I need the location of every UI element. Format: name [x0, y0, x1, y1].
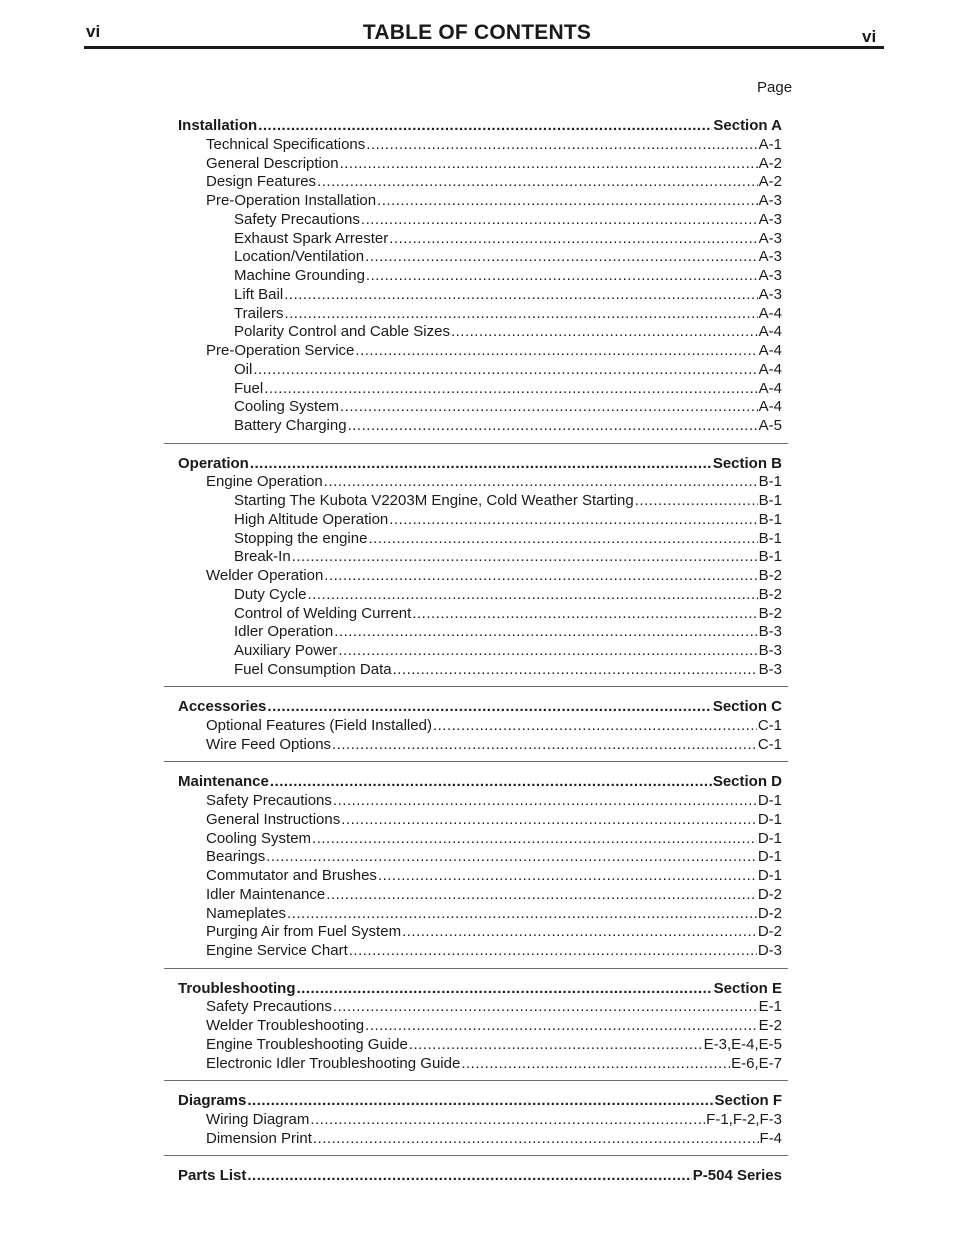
toc-title: Starting The Kubota V2203M Engine, Cold Weather Starting — [234, 492, 634, 509]
dot-leader — [402, 923, 757, 941]
toc-entry[interactable] — [234, 398, 782, 416]
dot-leader — [378, 867, 757, 885]
dot-leader — [333, 998, 758, 1016]
toc-entry[interactable] — [234, 361, 782, 379]
toc-page-ref: Section D — [712, 773, 782, 790]
toc-page-ref: A-2 — [758, 173, 782, 190]
toc-entry[interactable] — [206, 830, 782, 848]
toc-title: Oil — [234, 361, 253, 378]
section-separator — [164, 761, 788, 762]
toc-entry[interactable] — [206, 173, 782, 191]
toc-page-ref: D-1 — [757, 830, 782, 847]
toc-entry[interactable] — [206, 867, 782, 885]
toc-page-ref: C-1 — [757, 717, 782, 734]
toc-title: Break-In — [234, 548, 291, 565]
toc-title: Operation — [178, 455, 249, 472]
page-number-left: vi — [86, 22, 101, 41]
toc-entry[interactable] — [206, 923, 782, 941]
toc-entry[interactable] — [206, 155, 782, 173]
dot-leader — [366, 136, 757, 154]
toc-page-ref: Section A — [713, 117, 782, 134]
toc-title: Engine Operation — [206, 473, 323, 490]
toc-page-ref: D-1 — [757, 867, 782, 884]
toc-page-ref: A-4 — [758, 305, 782, 322]
toc-entry[interactable] — [206, 736, 782, 754]
toc-title: Lift Bail — [234, 286, 284, 303]
dot-leader — [389, 230, 757, 248]
toc-page-ref: E-2 — [758, 1017, 782, 1034]
dot-leader — [341, 811, 757, 829]
toc-section-accessories[interactable] — [178, 698, 782, 716]
dot-leader — [349, 942, 757, 960]
toc-entry[interactable] — [206, 136, 782, 154]
toc-title: Wire Feed Options — [206, 736, 332, 753]
section-separator — [164, 1080, 788, 1081]
toc-title: General Instructions — [206, 811, 341, 828]
dot-leader — [250, 455, 712, 473]
toc-entry[interactable] — [206, 1130, 782, 1148]
dot-leader — [365, 1017, 758, 1035]
toc-title: Dimension Print — [206, 1130, 312, 1147]
toc-section-installation[interactable] — [178, 117, 782, 135]
toc-page-ref: A-1 — [758, 136, 782, 153]
toc-entry[interactable] — [234, 642, 782, 660]
toc-entry[interactable] — [206, 717, 782, 735]
dot-leader — [287, 905, 757, 923]
dot-leader — [284, 305, 757, 323]
toc-title: Engine Service Chart — [206, 942, 348, 959]
dot-leader — [270, 773, 712, 791]
toc-entry[interactable] — [234, 211, 782, 229]
toc-title: Duty Cycle — [234, 586, 307, 603]
toc-title: Cooling System — [234, 398, 340, 415]
toc-page-ref: A-4 — [758, 380, 782, 397]
dot-leader — [258, 117, 712, 135]
dot-leader — [348, 417, 758, 435]
dot-leader — [266, 848, 757, 866]
toc-page-ref: P-504 Series — [692, 1167, 782, 1184]
dot-leader — [247, 1167, 691, 1185]
toc-entry[interactable] — [206, 1055, 782, 1073]
dot-leader — [324, 473, 758, 491]
toc-page-ref: A-3 — [758, 248, 782, 265]
page-title: TABLE OF CONTENTS — [362, 21, 592, 44]
toc-entry[interactable] — [234, 530, 782, 548]
dot-leader — [297, 980, 713, 998]
toc-entry[interactable] — [234, 286, 782, 304]
toc-title: Optional Features (Field Installed) — [206, 717, 432, 734]
toc-title: Nameplates — [206, 905, 287, 922]
toc-page-ref: D-3 — [757, 942, 782, 959]
toc-title: Electronic Idler Troubleshooting Guide — [206, 1055, 461, 1072]
toc-entry[interactable] — [234, 511, 782, 529]
toc-entry[interactable] — [206, 998, 782, 1016]
toc-title: Pre-Operation Service — [206, 342, 355, 359]
dot-leader — [308, 586, 758, 604]
dot-leader — [393, 661, 758, 679]
dot-leader — [324, 567, 757, 585]
toc-entry[interactable] — [234, 230, 782, 248]
dot-leader — [389, 511, 757, 529]
toc-page-ref: B-3 — [758, 642, 782, 659]
dot-leader — [338, 642, 757, 660]
toc-entry[interactable] — [206, 792, 782, 810]
dot-leader — [247, 1092, 713, 1110]
toc-page-ref: E-3,E-4,E-5 — [703, 1036, 782, 1053]
toc-page-ref: A-4 — [758, 398, 782, 415]
toc-page-ref: D-1 — [757, 848, 782, 865]
page-number-right: vi — [862, 27, 877, 46]
toc-page-ref: F-1,F-2,F-3 — [706, 1111, 782, 1128]
toc-title: Welder Troubleshooting — [206, 1017, 365, 1034]
toc-title: Purging Air from Fuel System — [206, 923, 402, 940]
dot-leader — [284, 286, 757, 304]
toc-page-ref: B-2 — [758, 605, 782, 622]
toc-page-ref: B-3 — [758, 661, 782, 678]
toc-entry[interactable] — [206, 905, 782, 923]
dot-leader — [253, 361, 757, 379]
toc-title: Bearings — [206, 848, 266, 865]
toc-title: Fuel — [234, 380, 264, 397]
toc-entry[interactable] — [206, 192, 782, 210]
toc-page-ref: D-1 — [757, 792, 782, 809]
toc-entry[interactable] — [234, 380, 782, 398]
toc-title: Pre-Operation Installation — [206, 192, 377, 209]
toc-title: Polarity Control and Cable Sizes — [234, 323, 450, 340]
toc-title: Engine Troubleshooting Guide — [206, 1036, 408, 1053]
toc-page-ref: B-1 — [758, 530, 782, 547]
toc-page-ref: A-4 — [758, 323, 782, 340]
toc-title: Trailers — [234, 305, 284, 322]
dot-leader — [340, 155, 758, 173]
toc-page-ref: D-2 — [757, 923, 782, 940]
dot-leader — [310, 1111, 705, 1129]
toc-title: Stopping the engine — [234, 530, 368, 547]
toc-section-diagrams[interactable] — [178, 1092, 782, 1110]
toc-title: Parts List — [178, 1167, 247, 1184]
toc-page-ref: B-1 — [758, 492, 782, 509]
toc-entry[interactable] — [234, 586, 782, 604]
toc-page-ref: Section F — [714, 1092, 782, 1109]
toc-entry[interactable] — [206, 1017, 782, 1035]
toc-page-ref: B-1 — [758, 473, 782, 490]
dot-leader — [412, 605, 757, 623]
toc-title: Safety Precautions — [206, 998, 332, 1015]
toc-page-ref: A-4 — [758, 342, 782, 359]
toc-entry[interactable] — [234, 492, 782, 510]
toc-title: Accessories — [178, 698, 267, 715]
toc-title: Auxiliary Power — [234, 642, 338, 659]
toc-page-ref: A-3 — [758, 211, 782, 228]
dot-leader — [317, 173, 758, 191]
dot-leader — [334, 623, 757, 641]
toc-title: Machine Grounding — [234, 267, 365, 284]
section-separator — [164, 968, 788, 969]
toc-page-ref: D-2 — [757, 905, 782, 922]
toc-title: Safety Precautions — [234, 211, 360, 228]
dot-leader — [451, 323, 758, 341]
toc-entry[interactable] — [234, 661, 782, 679]
toc-title: Welder Operation — [206, 567, 324, 584]
toc-title: Safety Precautions — [206, 792, 332, 809]
toc-title: Battery Charging — [234, 417, 347, 434]
toc-page-ref: B-2 — [758, 586, 782, 603]
toc-page-ref: A-3 — [758, 267, 782, 284]
dot-leader — [326, 886, 757, 904]
toc-entry[interactable] — [234, 605, 782, 623]
toc-title: Maintenance — [178, 773, 269, 790]
toc-entry[interactable] — [206, 886, 782, 904]
toc-title: High Altitude Operation — [234, 511, 389, 528]
toc-section-troubleshooting[interactable] — [178, 980, 782, 998]
toc-title: Commutator and Brushes — [206, 867, 377, 884]
dot-leader — [292, 548, 758, 566]
dot-leader — [267, 698, 711, 716]
dot-leader — [433, 717, 757, 735]
toc-title: Exhaust Spark Arrester — [234, 230, 389, 247]
toc-entry[interactable] — [206, 473, 782, 491]
dot-leader — [355, 342, 757, 360]
toc-entry[interactable] — [234, 548, 782, 566]
header-rule — [84, 46, 884, 49]
toc-title: Fuel Consumption Data — [234, 661, 392, 678]
toc-title: Design Features — [206, 173, 317, 190]
toc-page-ref: A-4 — [758, 361, 782, 378]
toc-page-ref: B-1 — [758, 548, 782, 565]
dot-leader — [264, 380, 757, 398]
toc-page-ref: E-1 — [758, 998, 782, 1015]
toc-title: Diagrams — [178, 1092, 247, 1109]
toc-title: Cooling System — [206, 830, 312, 847]
toc-entry[interactable] — [206, 342, 782, 360]
toc-entry[interactable] — [234, 305, 782, 323]
toc-entry[interactable] — [234, 417, 782, 435]
toc-title: Technical Specifications — [206, 136, 366, 153]
toc-entry[interactable] — [206, 1036, 782, 1054]
section-separator — [164, 443, 788, 444]
toc-page-ref: D-1 — [757, 811, 782, 828]
dot-leader — [340, 398, 758, 416]
dot-leader — [635, 492, 758, 510]
toc-page-ref: B-3 — [758, 623, 782, 640]
toc-title: Location/Ventilation — [234, 248, 365, 265]
dot-leader — [312, 830, 757, 848]
section-separator — [164, 1155, 788, 1156]
toc-section-parts-list[interactable] — [178, 1167, 782, 1185]
toc-page-ref: A-2 — [758, 155, 782, 172]
dot-leader — [313, 1130, 759, 1148]
toc-section-maintenance[interactable] — [178, 773, 782, 791]
toc-title: General Description — [206, 155, 339, 172]
toc-page-ref: Section C — [712, 698, 782, 715]
dot-leader — [409, 1036, 703, 1054]
section-separator — [164, 686, 788, 687]
dot-leader — [333, 792, 757, 810]
toc-entry[interactable] — [206, 1111, 782, 1129]
toc-title: Wiring Diagram — [206, 1111, 310, 1128]
toc-entry[interactable] — [234, 267, 782, 285]
toc-entry[interactable] — [206, 848, 782, 866]
toc-page-ref: Section B — [712, 455, 782, 472]
toc-page-ref: F-4 — [759, 1130, 782, 1147]
toc-page-ref: C-1 — [757, 736, 782, 753]
dot-leader — [332, 736, 757, 754]
toc-title: Installation — [178, 117, 258, 134]
toc-entry[interactable] — [234, 623, 782, 641]
toc-page-ref: A-3 — [758, 230, 782, 247]
toc-title: Idler Operation — [234, 623, 334, 640]
toc-entry[interactable] — [234, 323, 782, 341]
dot-leader — [368, 530, 757, 548]
toc-title: Troubleshooting — [178, 980, 296, 997]
toc-title: Idler Maintenance — [206, 886, 326, 903]
toc-entry[interactable] — [206, 811, 782, 829]
toc-page-ref: E-6,E-7 — [731, 1055, 782, 1072]
dot-leader — [365, 248, 758, 266]
toc-page-ref: D-2 — [757, 886, 782, 903]
toc-page-ref: A-5 — [758, 417, 782, 434]
toc-section-operation[interactable] — [178, 455, 782, 473]
toc-page-ref: B-1 — [758, 511, 782, 528]
toc-title: Control of Welding Current — [234, 605, 412, 622]
toc-page-ref: Section E — [713, 980, 782, 997]
dot-leader — [461, 1055, 730, 1073]
dot-leader — [366, 267, 758, 285]
toc-entry[interactable] — [206, 942, 782, 960]
toc-entry[interactable] — [206, 567, 782, 585]
toc-page-ref: A-3 — [758, 192, 782, 209]
dot-leader — [361, 211, 758, 229]
dot-leader — [377, 192, 758, 210]
page-column-label: Page — [757, 79, 793, 96]
toc-page-ref: B-2 — [758, 567, 782, 584]
toc-entry[interactable] — [234, 248, 782, 266]
toc-page-ref: A-3 — [758, 286, 782, 303]
